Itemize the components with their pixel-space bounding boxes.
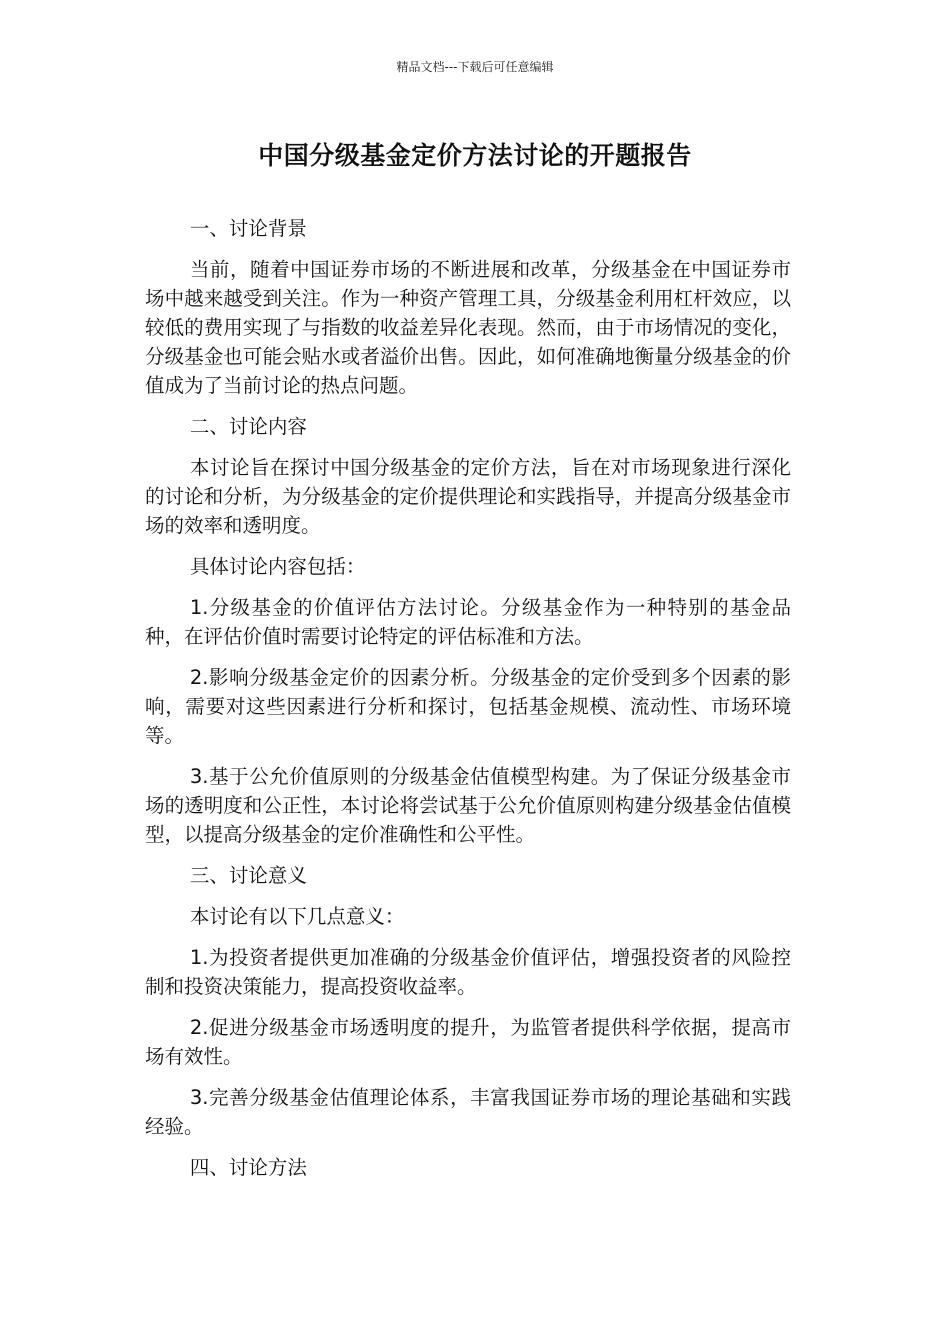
- paragraph-content-lead: 具体讨论内容包括：: [189, 555, 366, 578]
- list-item-significance-1: 1.为投资者提供更加准确的分级基金价值评估，增强投资者的风险控制和投资决策能力，提高投资收益率。: [145, 946, 791, 998]
- paragraph-significance-lead: 本讨论有以下几点意义：: [189, 905, 405, 928]
- paragraph-content-intro: 本讨论旨在探讨中国分级基金的定价方法，旨在对市场现象进行深化的讨论和分析，为分级基金的定价提供理论和实践指导，并提高分级基金市场的效率和透明度。: [145, 456, 791, 537]
- section-heading-method: 四、讨论方法: [189, 1156, 307, 1179]
- header-note: 精品文档---下载后可任意编辑: [396, 60, 554, 74]
- list-item-content-3: 3.基于公允价值原则的分级基金估值模型构建。为了保证分级基金市场的透明度和公正性，本讨论将尝试基于公允价值原则构建分级基金估值模型，以提高分级基金的定价准确性和公平性。: [145, 765, 791, 846]
- list-item-significance-2: 2.促进分级基金市场透明度的提升，为监管者提供科学依据，提高市场有效性。: [145, 1016, 791, 1068]
- document-title: 中国分级基金定价方法讨论的开题报告: [258, 141, 692, 170]
- list-item-significance-3: 3.完善分级基金估值理论体系，丰富我国证券市场的理论基础和实践经验。: [145, 1086, 791, 1138]
- list-item-content-2: 2.影响分级基金定价的因素分析。分级基金的定价受到多个因素的影响，需要对这些因素进行分析和探讨，包括基金规模、流动性、市场环境等。: [145, 666, 791, 747]
- list-item-content-1: 1.分级基金的价值评估方法讨论。分级基金作为一种特别的基金品种，在评估价值时需要讨论特定的评估标准和方法。: [145, 596, 791, 648]
- section-heading-significance: 三、讨论意义: [189, 864, 307, 887]
- section-heading-content: 二、讨论内容: [189, 415, 307, 438]
- section-heading-background: 一、讨论背景: [189, 217, 307, 240]
- paragraph-background: 当前，随着中国证券市场的不断进展和改革，分级基金在中国证券市场中越来越受到关注。作为一种资产管理工具，分级基金利用杠杆效应，以较低的费用实现了与指数的收益差异化表现。然而，由于市场情况的变化，分级基金也可能会贴水或者溢价出售。因此，如何准确地衡量分级基金的价值成为了当前讨论的热点问题。: [145, 258, 791, 397]
- document-body: [145, 214, 791, 1194]
